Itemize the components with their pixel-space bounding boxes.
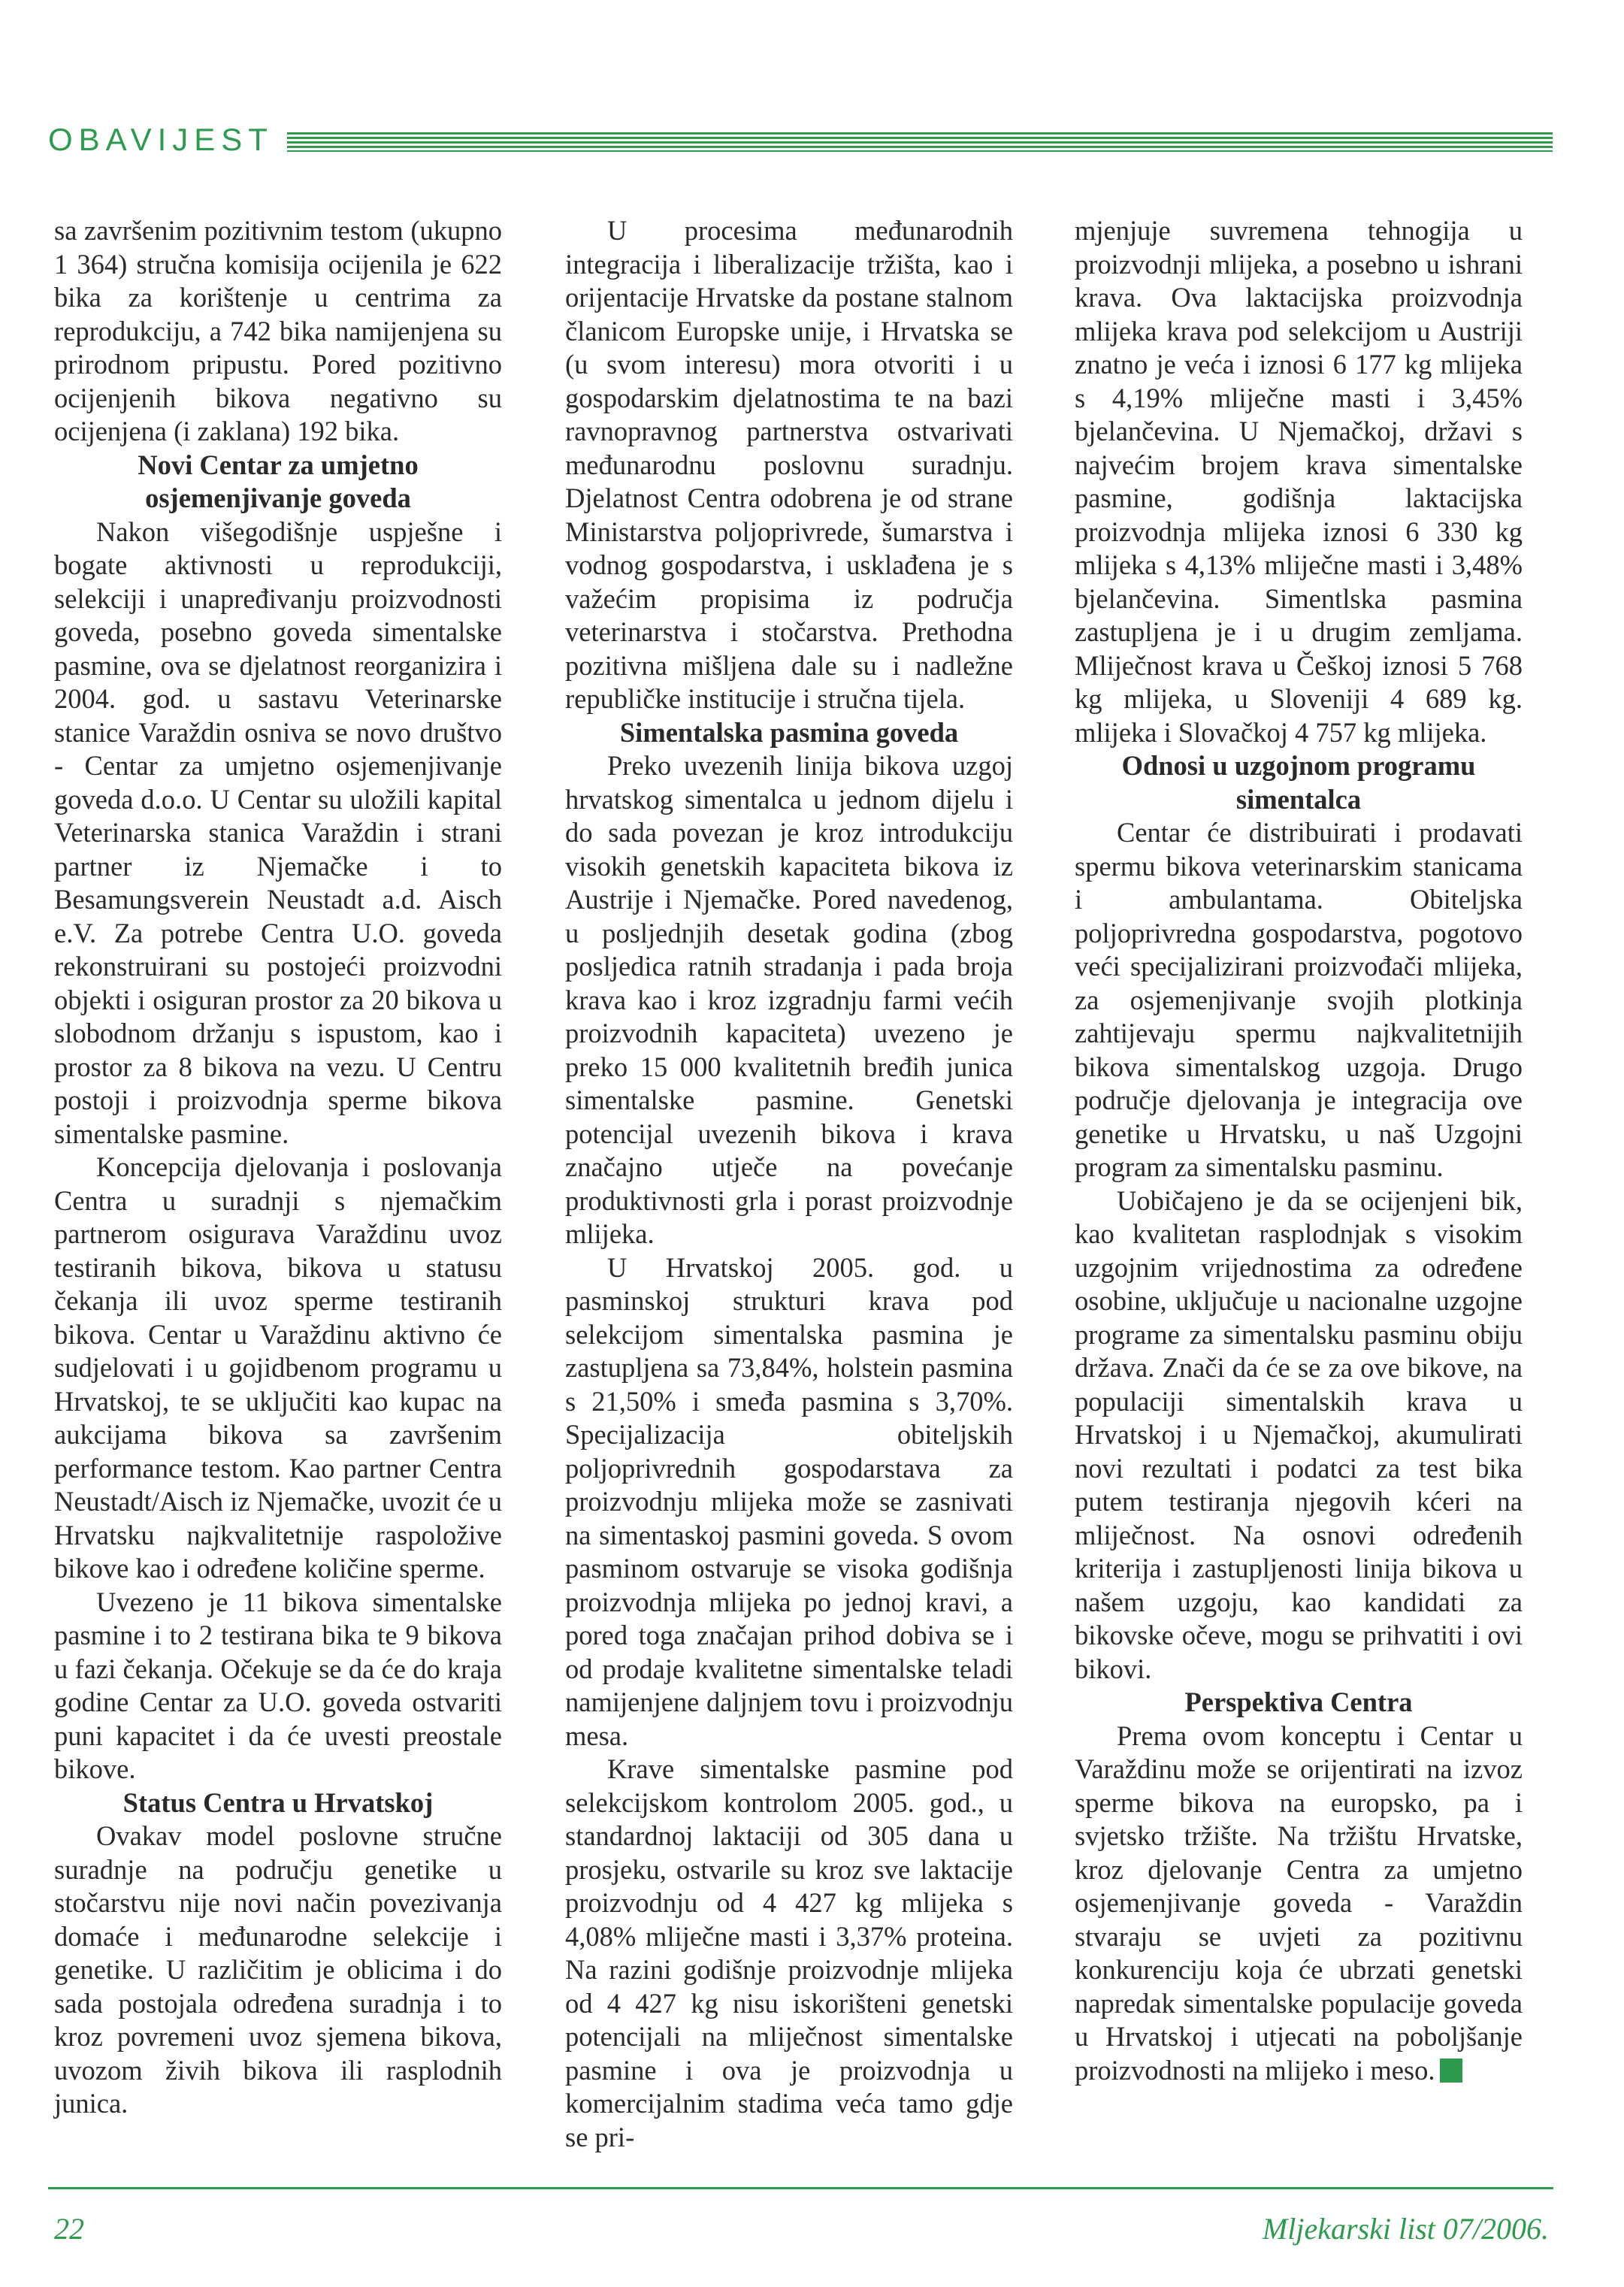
column-3 [1075,214,1523,2087]
page-number: 22 [54,2212,84,2246]
paragraph: U procesima međunarodnih integracija i liberalizacije tržišta, kao i orijentacije Hrvatske da postane stalnom članicom Europske unije, i Hrvatska se (u svom interesu) mora otvoriti i u gospodarskim djelatnostima te na bazi ravnopravnog partnerstva ostvarivati međunarodnu poslovnu suradnju. Djelatnost Centra odobrena je od strane Ministarstva poljoprivrede, šumarstva i vodnog gospodarstva, i usklađena je s važećim propisima iz područja veterinarstva i stočarstva. Prethodna pozitivna mišljena dale su i nadležne republičke institucije i stručna tijela. [565,215,1013,714]
paragraph: Uvezeno je 11 bikova simentalske pasmine i to 2 testirana bika te 9 bikova u fazi čekanja. Očekuje se da će do kraja godine Centar za U.O. goveda ostvariti puni kapacitet i da će uvesti preostale bikove. [54,1586,502,1784]
section-header [48,119,1553,164]
paragraph: Preko uvezenih linija bikova uzgoj hrvatskog simentalca u jednom dijelu i do sada povezan je kroz introdukciju visokih genetskih kapaciteta bikova iz Austrije i Njemačke. Pored navedenog, u posljednjih desetak godina (zbog posljedica ratnih stradanja i pada broja krava kao i kroz izgradnju farmi većih proizvodnih kapaciteta) uvezeno je preko 15 000 kvalitetnih bređih junica simentalske pasmine. Genetski potencijal uvezenih bikova i krava značajno utječe na povećanje produktivnosti grla i porast proizvodnje mlijeka. [565,750,1013,1249]
section-heading: Novi Centar za umjetno osjemenjivanje goveda [138,449,419,513]
header-rule [287,132,1553,152]
section-heading: Simentalska pasmina goveda [619,716,959,748]
paragraph: sa završenim pozitivnim testom (ukupno 1 364) stručna komisija ocijenila je 622 bika za korištenje u centrima za reprodukciju, a 742 bika namijenjena su prirodnom pripustu. Pored pozitivno ocijenjenih bikova negativno su ocijenjena (i zaklana) 192 bika. [54,215,502,446]
paragraph-final [1075,1720,1523,2088]
paragraph: Ovakav model poslovne stručne suradnje na području genetike u stočarstvu nije novi način povezivanja domaće i međunarodne selekcije i genetike. U različitim je oblicima i do sada postojala određena suradnja i to kroz povremeni uvoz sjemena bikova, uvozom živih bikova ili rasplodnih junica. [54,1820,502,2119]
paragraph: Nakon višegodišnje uspješne i bogate aktivnosti u reprodukciji, selekciji i unapređivanju proizvodnosti goveda, posebno goveda simentalske pasmine, ova se djelatnost reorganizira i 2004. god. u sastavu Veterinarske stanice Varaždin osniva se novo društvo - Centar za umjetno osjemenjivanje goveda d.o.o. U Centar su uložili kapital Veterinarska stanica Varaždin i strani partner iz Njemačke i to Besamungsverein Neustadt a.d. Aisch e.V. Za potrebe Centra U.O. goveda rekonstruirani su postojeći proizvodni objekti i osiguran prostor za 20 bikova u slobodnom držanju s ispustom, kao i prostor za 8 bikova na vezu. U Centru postoji i proizvodnja sperme bikova simentalske pasmine. [54,516,502,1149]
paragraph: Uobičajeno je da se ocijenjeni bik, kao kvalitetan rasplodnjak s visokim uzgojnim vrijednostima za određene osobine, uključuje u nacionalne uzgojne programe za simentalsku pasminu obiju država. Znači da će se za ove bikove, na populaciji simentalskih krava u Hrvatskoj i u Njemačkoj, akumulirati novi rezultati i podatci za test bika putem testiranja njegovih kćeri na mliječnost. Na osnovi određenih kriterija i zastupljenosti linija bikova u našem uzgoju, kao kandidati za bikovske očeve, mogu se prihvatiti i ovi bikovi. [1075,1184,1523,1684]
section-heading: Perspektiva Centra [1184,1687,1413,1717]
publication-title: Mljekarski list 07/2006. [1262,2212,1549,2246]
section-title: OBAVIJEST [48,122,274,157]
paragraph: U Hrvatskoj 2005. god. u pasminskoj strukturi krava pod selekcijom simentalska pasmina je zastupljena sa 73,84%, holstein pasmina s 21,50% i smeđa pasmina s 3,70%. Specijalizacija obiteljskih poljoprivrednih gospodarstava za proizvodnju mlijeka može se zasnivati na simentaskoj pasmini goveda. S ovom pasminom ostvaruje se visoka godišnja proizvodnja mlijeka po jednoj kravi, a pored toga značajan prihod dobiva se i od prodaje kvalitetne simentalske teladi namijenjene daljnjem tovu i proizvodnju mesa. [565,1251,1013,1751]
column-2 [565,214,1013,2154]
column-1 [54,214,502,2121]
paragraph: mjenjuje suvremena tehnogija u proizvodnji mlijeka, a posebno u ishrani krava. Ova laktacijska proizvodnja mlijeka krava pod selekcijom u Austriji znatno je veća i iznosi 6 177 kg mlijeka s 4,19% mliječne masti i 3,45% bjelančevina. U Njemačkoj, državi s najvećim brojem krava simentalske pasmine, godišnja laktacijska proizvodnja mlijeka iznosi 6 330 kg mlijeka s 4,13% mliječne masti i 3,48% bjelančevina. Simentlska pasmina zastupljena je i u drugim zemljama. Mliječnost krava u Češkoj iznosi 5 768 kg mlijeka, u Sloveniji 4 689 kg. mlijeka i Slovačkoj 4 757 kg mlijeka. [1075,215,1523,748]
section-heading: Status Centra u Hrvatskoj [122,1786,434,1818]
section-heading: Odnosi u uzgojnom programu simentalca [1121,750,1476,815]
paragraph: Koncepcija djelovanja i poslovanja Centra u suradnji s njemačkim partnerom osigurava Varaždinu uvoz testiranih bikova, bikova u statusu čekanja ili uvoz sperme testiranih bikova. Centar u Varaždinu aktivno će sudjelovati i u gojidbenom programu u Hrvatskoj, te se uključiti kao kupac na aukcijama bikova sa završenim performance testom. Kao partner Centra Neustadt/Aisch iz Njemačke, uvozit će u Hrvatsku najkvalitetnije raspoložive bikove kao i određene količine sperme. [54,1151,502,1584]
end-of-article-icon [1440,2059,1462,2083]
paragraph: Centar će distribuirati i prodavati spermu bikova veterinarskim stanicama i ambulantama. Obiteljska poljoprivredna gospodarstva, pogotovo veći specijalizirani proizvođači mlijeka, za osjemenjivanje svojih plotkinja zahtijevaju spermu najkvalitetnijih bikova simentalskog uzgoja. Drugo područje djelovanja je integracija ove genetike u Hrvatsku, u naš Uzgojni program za simentalsku pasminu. [1075,817,1523,1182]
footer-rule [48,2187,1553,2189]
paragraph: Krave simentalske pasmine pod selekcijskom kontrolom 2005. god., u standardnoj laktaciji od 305 dana u prosjeku, ostvarile su kroz sve laktacije proizvodnju od 4 427 kg mlijeka s 4,08% mliječne masti i 3,37% proteina. Na razini godišnje proizvodnje mlijeka od 4 427 kg nisu iskorišteni genetski potencijali na mliječnost simentalske pasmine i ova je proizvodnja u komercijalnim stadima veća tamo gdje se pri- [565,1753,1013,2152]
paragraph-text: Prema ovom konceptu i Centar u Varaždinu može se orijentirati na izvoz sperme bikova na europsko, pa i svjetsko tržište. Na tržištu Hrvatske, kroz djelovanje Centra za umjetno osjemenjivanje goveda - Varaždin stvaraju se uvjeti za pozitivnu konkurenciju koja će ubrzati genetski napredak simentalske populacije goveda u Hrvatskoj i utjecati na poboljšanje proizvodnosti na mlijeko i meso. [1075,1720,1523,2086]
